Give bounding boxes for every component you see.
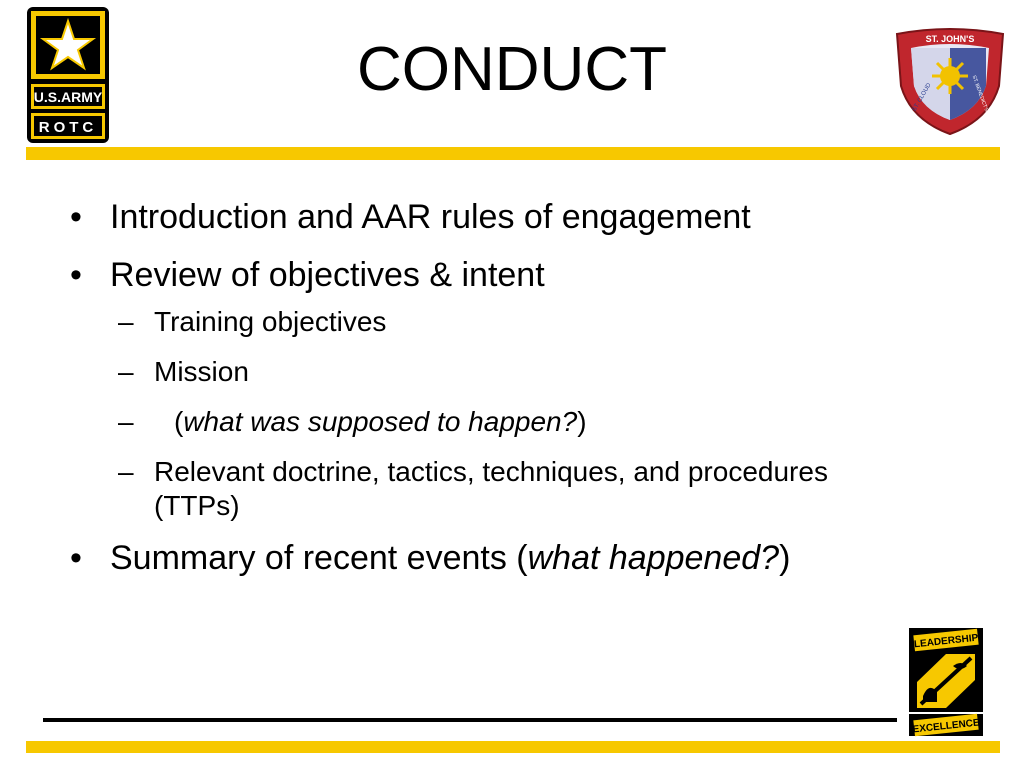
bottom-black-rule: [43, 718, 897, 722]
bullet-marker: •: [70, 198, 82, 236]
bullet-marker: •: [70, 539, 82, 577]
svg-text:LEADERSHIP: LEADERSHIP: [913, 632, 979, 651]
dash-marker: –: [118, 456, 134, 487]
sub-bullet-item: [70, 405, 970, 439]
bullet-marker: •: [70, 256, 82, 294]
svg-text:U.S.ARMY: U.S.ARMY: [33, 89, 103, 105]
school-crest-logo: [893, 28, 1007, 136]
sub-bullet-item: [70, 455, 970, 523]
slide-title: CONDUCT: [357, 35, 667, 104]
dash-marker: –: [118, 356, 134, 387]
svg-text:ST. BENEDICT'S: ST. BENEDICT'S: [970, 74, 990, 113]
bullet-text: Introduction and AAR rules of engagement: [110, 198, 751, 236]
bullet-text: Review of objectives & intent: [110, 256, 545, 294]
sub-bullet-item: [70, 355, 970, 389]
svg-text:ROTC: ROTC: [38, 119, 98, 136]
bullet-item: [70, 254, 970, 296]
svg-text:ST. JOHN'S: ST. JOHN'S: [925, 34, 975, 44]
bottom-gold-bar: [26, 741, 1000, 753]
svg-text:ST. CLOUD: ST. CLOUD: [911, 82, 933, 113]
sub-bullet-item: [70, 305, 970, 339]
bullet-list: [70, 196, 970, 595]
dash-marker: –: [118, 406, 134, 437]
top-gold-rule: [26, 147, 1000, 160]
sun-icon: [932, 58, 968, 94]
dash-marker: –: [118, 306, 134, 337]
svg-text:EXCELLENCE: EXCELLENCE: [912, 717, 981, 736]
bullet-item: [70, 537, 970, 579]
leadership-excellence-badge: [905, 622, 987, 740]
bullet-text: Summary of recent events (what happened?): [110, 539, 791, 577]
sub-bullet-text: (what was supposed to happen?): [174, 406, 587, 437]
bullet-item: [70, 196, 970, 238]
sub-bullet-text: Mission: [154, 356, 249, 387]
sub-bullet-text: Training objectives: [154, 306, 387, 337]
sub-bullet-text: Relevant doctrine, tactics, techniques, and procedures (TTPs): [154, 456, 828, 521]
